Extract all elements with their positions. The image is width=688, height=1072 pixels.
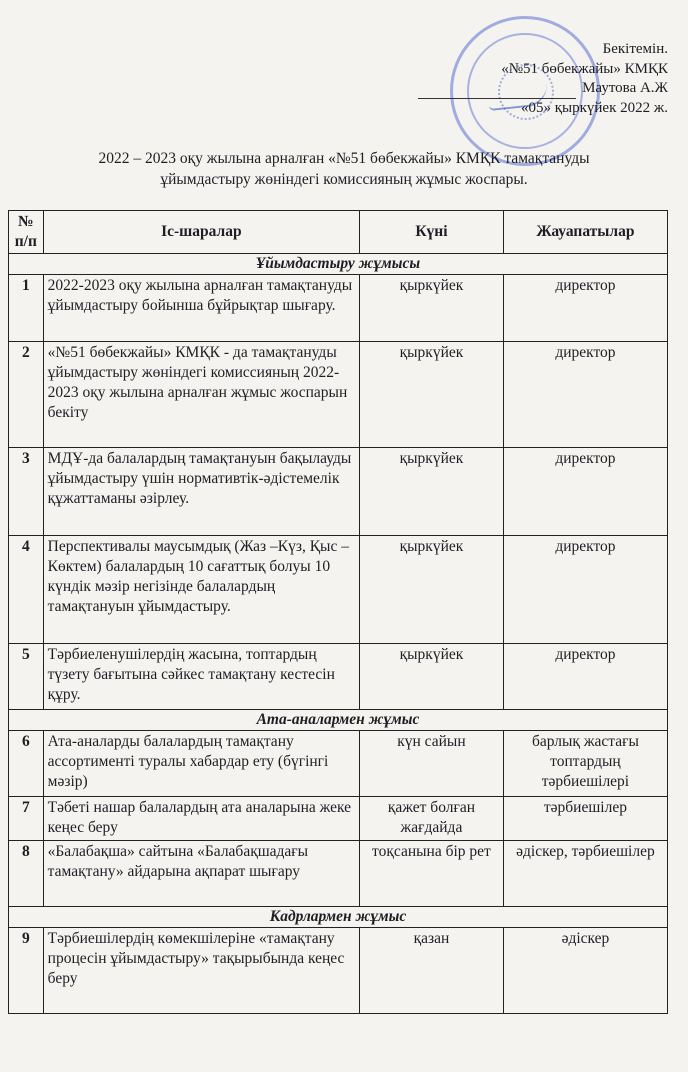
row-date: қыркүйек	[360, 644, 504, 710]
table-row	[9, 928, 668, 1014]
row-event: Тәрбиеленушілердің жасына, топтардың түзету бағытына сәйкес тамақтану кестесін құру.	[43, 644, 359, 710]
row-responsible: директор	[503, 342, 667, 448]
row-event: Ата-аналарды балалардың тамақтану ассортименті туралы хабардар ету (бүгінгі мәзір)	[43, 731, 359, 797]
row-responsible: директор	[503, 275, 667, 342]
row-date: қыркүйек	[360, 342, 504, 448]
section-title: Ұйымдастыру жұмысы	[9, 254, 668, 275]
table-row	[9, 644, 668, 710]
table-row	[9, 731, 668, 797]
header-number: № п/п	[9, 211, 44, 254]
table-header-row	[9, 211, 668, 254]
document-title	[20, 148, 668, 190]
row-date: қыркүйек	[360, 448, 504, 536]
row-responsible: әдіскер	[503, 928, 667, 1014]
row-date: қыркүйек	[360, 536, 504, 644]
row-date: қыркүйек	[360, 275, 504, 342]
row-number: 5	[9, 644, 44, 710]
row-responsible: директор	[503, 536, 667, 644]
row-date: күн сайын	[360, 731, 504, 797]
title-line-1: 2022 – 2023 оқу жылына арналған «№51 бөбекжайы» КМҚК тамақтануды	[98, 150, 590, 167]
row-responsible: директор	[503, 448, 667, 536]
row-date: қазан	[360, 928, 504, 1014]
approval-line-4: «05» қыркүйек 2022 ж.	[521, 99, 668, 116]
section-title: Ата-аналармен жұмыс	[9, 710, 668, 731]
title-line-2: ұйымдастыру жөніндегі комиссияның жұмыс жоспары.	[160, 171, 528, 188]
row-responsible: әдіскер, тәрбиешілер	[503, 841, 667, 907]
row-event: Тәбеті нашар балалардың ата аналарына жеке кеңес беру	[43, 797, 359, 841]
signature-line	[418, 84, 576, 99]
section-row	[9, 254, 668, 275]
row-number: 4	[9, 536, 44, 644]
approval-line-2: «№51 бөбекжайы» КМҚК	[501, 60, 668, 77]
table-row	[9, 536, 668, 644]
table-row	[9, 841, 668, 907]
section-row	[9, 907, 668, 928]
row-date: тоқсанына бір рет	[360, 841, 504, 907]
row-responsible: барлық жастағы топтардың тәрбиешілері	[503, 731, 667, 797]
row-date: қажет болған жағдайда	[360, 797, 504, 841]
row-responsible: директор	[503, 644, 667, 710]
approval-line-1: Бекітемін.	[602, 41, 668, 57]
table-row	[9, 448, 668, 536]
row-responsible: тәрбиешілер	[503, 797, 667, 841]
row-number: 6	[9, 731, 44, 797]
approval-block	[418, 40, 668, 118]
table-row	[9, 797, 668, 841]
row-event: «№51 бөбекжайы» КМҚК - да тамақтануды ұйымдастыру жөніндегі комиссияның 2022-2023 оқу жылына арналған жұмыс жоспарын бекіту	[43, 342, 359, 448]
table-row	[9, 342, 668, 448]
approval-signature-row	[418, 79, 668, 99]
approval-line-3: Маутова А.Ж	[582, 80, 668, 96]
plan-table	[8, 210, 668, 1014]
row-event: МДҰ-да балалардың тамақтануын бақылауды ұйымдастыру үшін нормативтік-әдістемелік құжаттаманы әзірлеу.	[43, 448, 359, 536]
header-date: Күні	[360, 211, 504, 254]
row-event: Тәрбиешілердің көмекшілеріне «тамақтану процесін ұйымдастыру» тақырыбында кеңес беру	[43, 928, 359, 1014]
header-responsible: Жауапатылар	[503, 211, 667, 254]
section-row	[9, 710, 668, 731]
row-number: 2	[9, 342, 44, 448]
row-number: 1	[9, 275, 44, 342]
row-number: 9	[9, 928, 44, 1014]
row-event: «Балабақша» сайтына «Балабақшадағы тамақтану» айдарына ақпарат шығару	[43, 841, 359, 907]
row-number: 8	[9, 841, 44, 907]
header-events: Іс-шаралар	[43, 211, 359, 254]
row-event: 2022-2023 оқу жылына арналған тамақтануды ұйымдастыру бойынша бұйрықтар шығару.	[43, 275, 359, 342]
section-title: Кадрлармен жұмыс	[9, 907, 668, 928]
row-event: Перспективалы маусымдық (Жаз –Күз, Қыс –Көктем) балалардың 10 сағаттық болуы 10 күндік мәзір негізінде балалардың тамақтануын ұйымдастыру.	[43, 536, 359, 644]
row-number: 3	[9, 448, 44, 536]
table-row	[9, 275, 668, 342]
row-number: 7	[9, 797, 44, 841]
